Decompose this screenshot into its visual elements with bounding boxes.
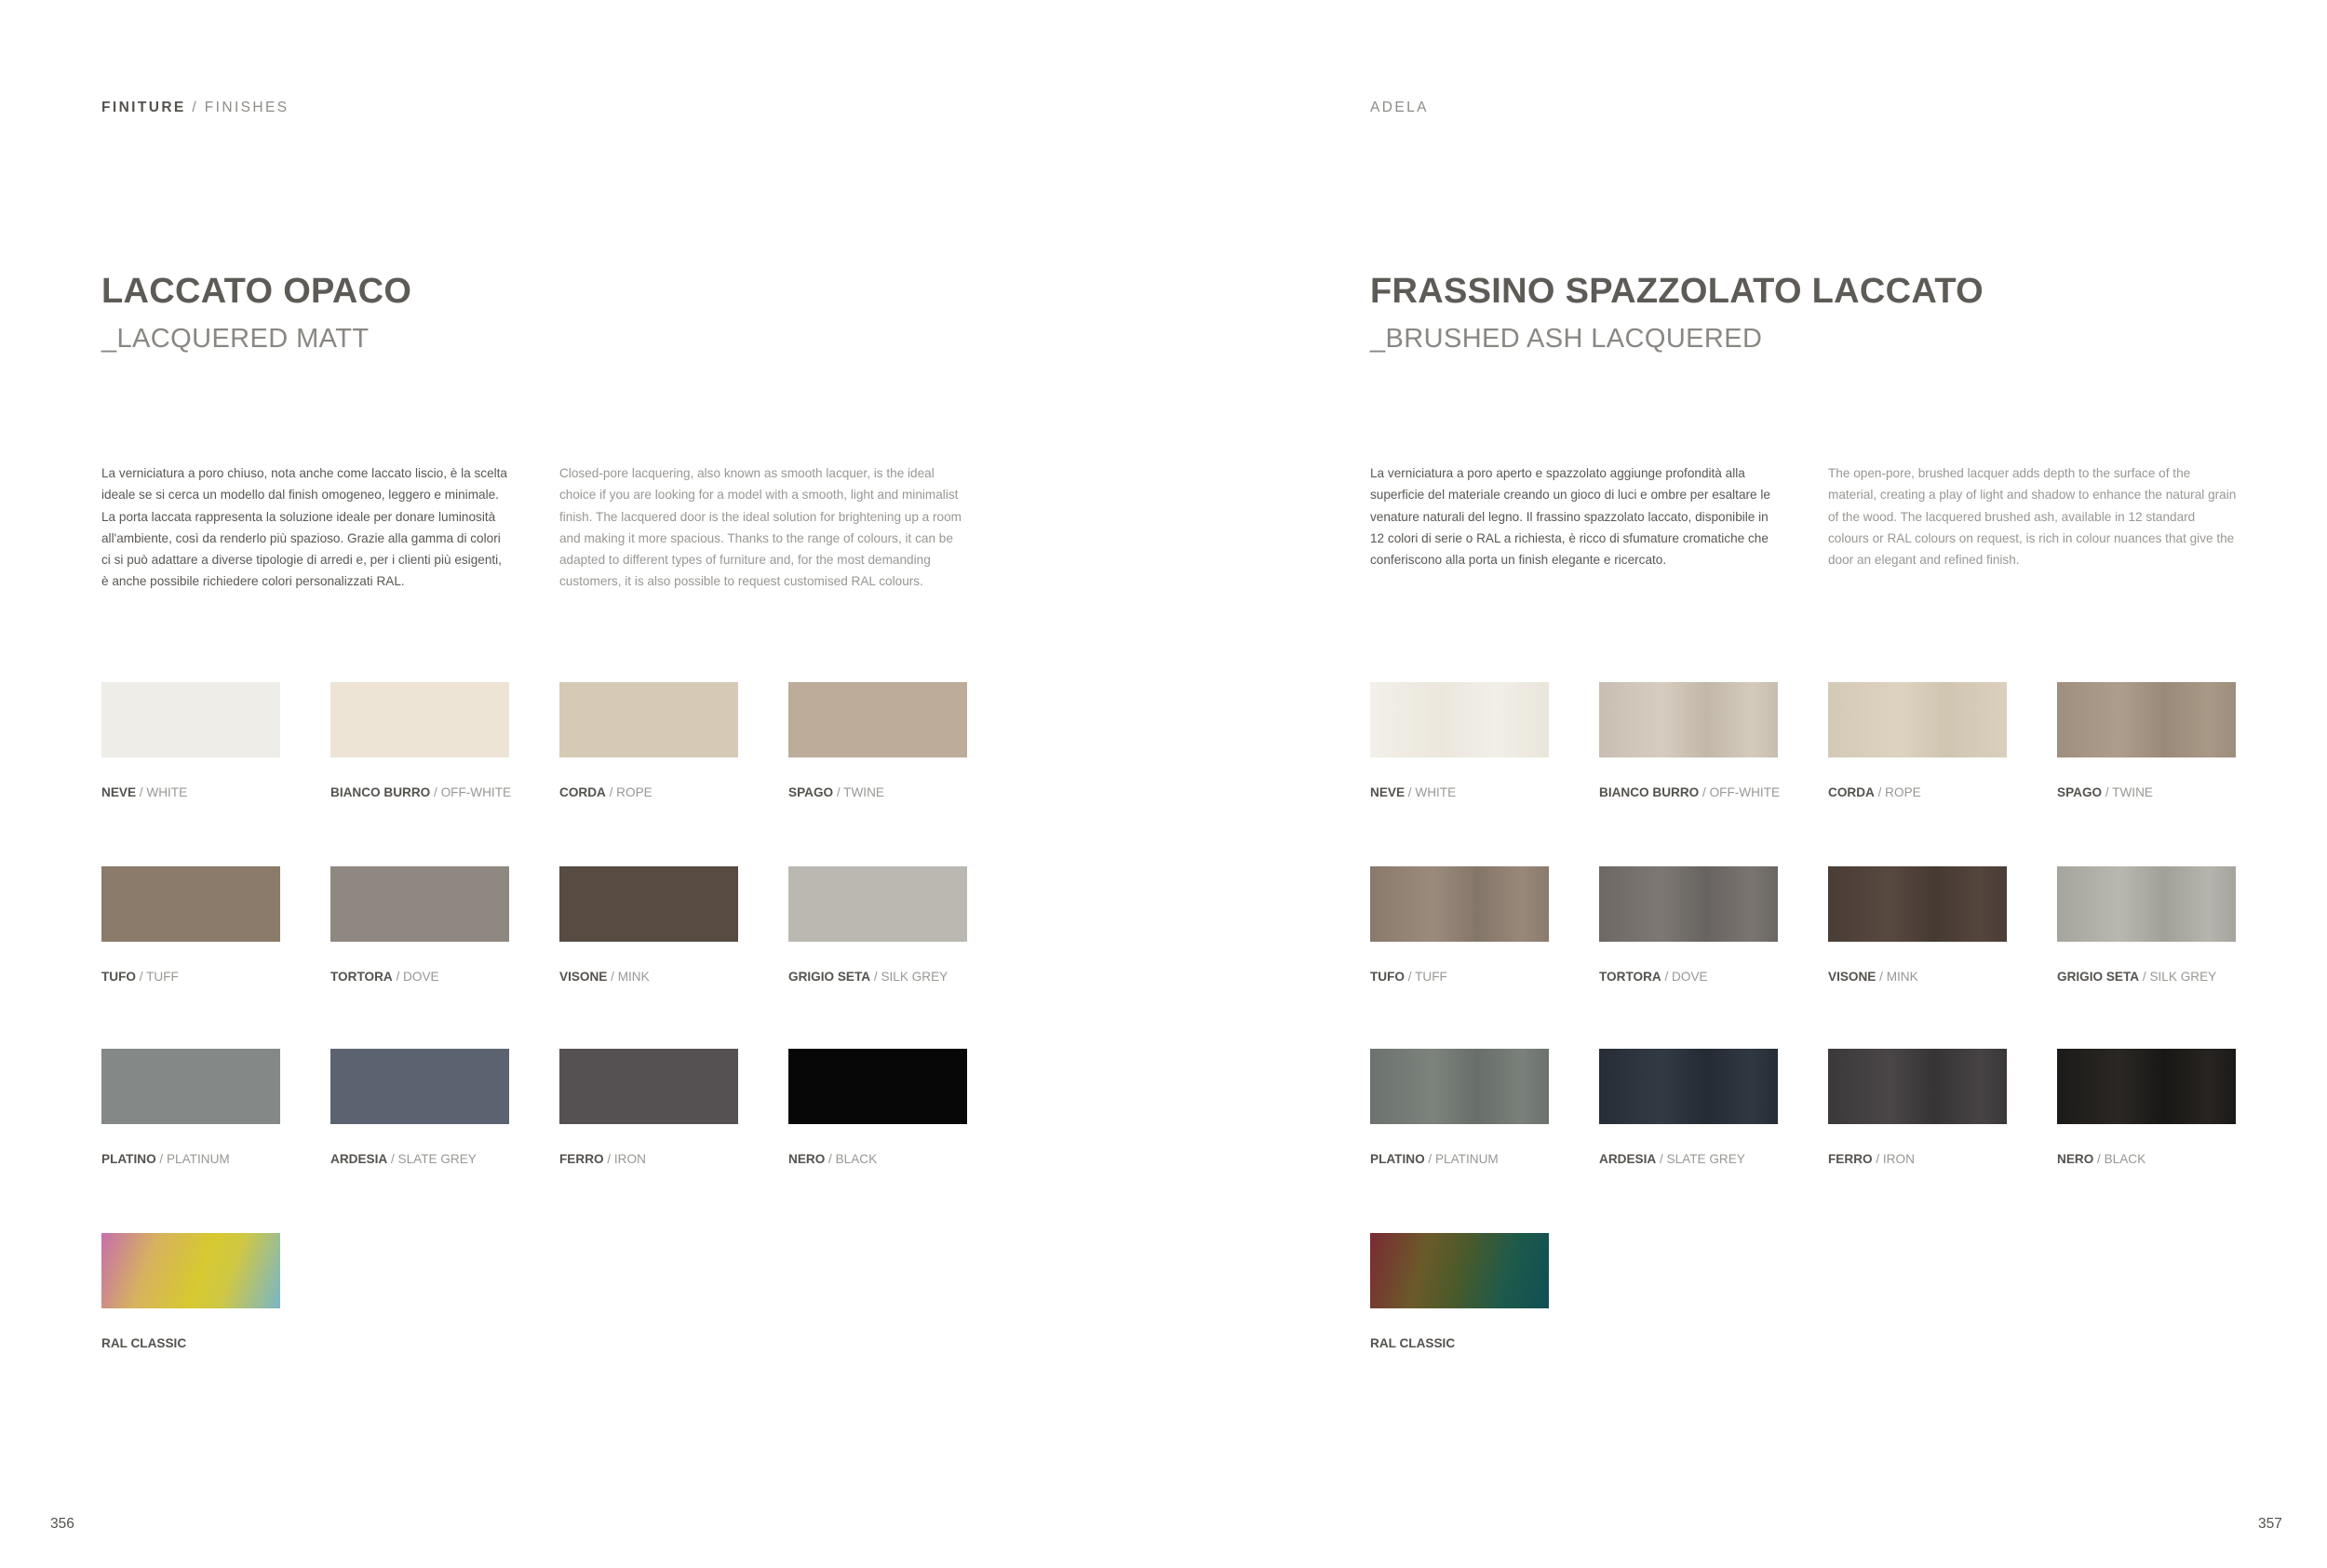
swatch-name: TUFO (1370, 970, 1405, 984)
swatch-label (330, 785, 511, 799)
swatch-item (788, 1049, 967, 1166)
color-swatch (330, 1049, 509, 1124)
color-swatch (1828, 866, 2007, 942)
swatch-label (330, 970, 439, 984)
section-header (101, 100, 289, 116)
finish-subtitle: _BRUSHED ASH LACQUERED (1370, 324, 1763, 354)
swatch-item (1370, 1049, 1549, 1166)
finish-subtitle: _LACQUERED MATT (101, 324, 370, 354)
color-swatch (1828, 1049, 2007, 1124)
swatch-name: ARDESIA (1599, 1152, 1657, 1166)
swatch-label (559, 970, 650, 984)
swatch-label (1828, 785, 1921, 799)
color-swatch (559, 1049, 738, 1124)
swatch-item (330, 682, 512, 799)
page-number: 356 (50, 1516, 74, 1532)
swatch-name: TUFO (101, 970, 136, 984)
swatch-label (101, 785, 187, 799)
swatch-label (2057, 1152, 2145, 1166)
swatch-item (1370, 866, 1549, 984)
color-swatch (101, 682, 280, 757)
swatch-name-english: / MINK (607, 970, 650, 984)
swatch-label (2057, 970, 2216, 984)
color-swatch (788, 682, 967, 757)
swatch-item (788, 682, 967, 799)
swatch-item (788, 866, 967, 984)
header-primary: FINITURE (101, 100, 186, 115)
swatch-item (559, 682, 738, 799)
color-swatch (1599, 866, 1778, 942)
swatch-name-english: / IRON (1872, 1152, 1915, 1166)
swatch-name: VISONE (1828, 970, 1876, 984)
swatch-label (330, 1152, 477, 1166)
swatch-label (1599, 970, 1708, 984)
swatch-label (101, 970, 179, 984)
swatch-name-english: / TUFF (136, 970, 179, 984)
color-swatch (101, 1233, 280, 1308)
swatch-label (1370, 1336, 1455, 1350)
swatch-item (2057, 866, 2236, 984)
description-italian: La verniciatura a poro aperto e spazzolato aggiunge profondità alla superficie del materiale creando un gioco di luci e ombre per esaltare le venature naturali del legno. Il frassino spazzolato laccato, disponibile in 12 colori di serie o RAL a richiesta, è ricco di sfumature cromatiche che conferiscono alla porta un finish elegante e ricercato. (1370, 466, 1770, 568)
swatch-name-english: / DOVE (1661, 970, 1708, 984)
swatch-name: FERRO (1828, 1152, 1873, 1166)
color-swatch (788, 1049, 967, 1124)
swatch-name: RAL CLASSIC (101, 1336, 187, 1350)
swatch-name: PLATINO (101, 1152, 156, 1166)
page-number: 357 (2258, 1516, 2282, 1532)
swatch-item (1599, 1049, 1778, 1166)
color-swatch (1370, 866, 1549, 942)
description-english: The open-pore, brushed lacquer adds depth to the surface of the material, creating a play of light and shadow to enhance the natural grain of the wood. The lacquered brushed ash, available in 12 standard colours or RAL colours on request, is rich in colour nuances that give the door an elegant and refined finish. (1828, 466, 2237, 568)
swatch-name-english: / ROPE (1874, 785, 1921, 799)
swatch-name: CORDA (559, 785, 606, 799)
color-swatch (559, 682, 738, 757)
swatch-item (330, 866, 509, 984)
header-secondary: ADELA (1370, 100, 1429, 115)
swatch-name: GRIGIO SETA (788, 970, 871, 984)
swatch-label (788, 1152, 877, 1166)
swatch-label (788, 785, 884, 799)
swatch-item (1828, 866, 2007, 984)
swatch-name: FERRO (559, 1152, 604, 1166)
swatch-item (101, 1233, 280, 1350)
section-header (1370, 100, 1429, 116)
color-swatch (1370, 1233, 1549, 1308)
swatch-name: NEVE (101, 785, 137, 799)
color-swatch (1370, 682, 1549, 757)
swatch-item (2057, 682, 2236, 799)
swatch-name-english: / IRON (603, 1152, 646, 1166)
swatch-name-english: / SILK GREY (870, 970, 948, 984)
swatch-name-english: / BLACK (825, 1152, 878, 1166)
swatch-label (1828, 970, 1918, 984)
swatch-item (1828, 1049, 2007, 1166)
swatch-name-english: / TWINE (833, 785, 884, 799)
swatch-name: RAL CLASSIC (1370, 1336, 1456, 1350)
swatch-item (330, 1049, 509, 1166)
swatch-label (1828, 1152, 1915, 1166)
swatch-name: VISONE (559, 970, 608, 984)
swatch-name-english: / WHITE (1405, 785, 1457, 799)
right-page (1164, 0, 2327, 1568)
swatch-label (1370, 970, 1447, 984)
swatch-name-english: / TUFF (1405, 970, 1447, 984)
swatch-item (559, 866, 738, 984)
color-swatch (2057, 682, 2236, 757)
color-swatch (1370, 1049, 1549, 1124)
swatch-name-english: / SLATE GREY (387, 1152, 477, 1166)
swatch-item (101, 866, 280, 984)
swatch-name-english: / WHITE (136, 785, 188, 799)
swatch-item (1599, 682, 1781, 799)
swatch-name: NERO (2057, 1152, 2094, 1166)
color-swatch (1599, 1049, 1778, 1124)
swatch-item (1370, 682, 1549, 799)
swatch-label (1370, 785, 1456, 799)
swatch-item (101, 682, 280, 799)
swatch-name: NERO (788, 1152, 826, 1166)
swatch-name: BIANCO BURRO (1599, 785, 1700, 799)
swatch-name-english: / BLACK (2093, 1152, 2146, 1166)
color-swatch (2057, 866, 2236, 942)
swatch-name: NEVE (1370, 785, 1406, 799)
swatch-label (101, 1152, 230, 1166)
color-swatch (101, 1049, 280, 1124)
color-swatch (788, 866, 967, 942)
description-english: Closed-pore lacquering, also known as smooth lacquer, is the ideal choice if you are looking for a model with a smooth, light and minimalist finish. The lacquered door is the ideal solution for brightening up a room and making it more spacious. Thanks to the range of colours, it can be adapted to different types of furniture and, for the most demanding customers, it is also possible to request customised RAL colours. (559, 466, 962, 589)
swatch-label (788, 970, 948, 984)
swatch-name: ARDESIA (330, 1152, 388, 1166)
swatch-label (1599, 785, 1780, 799)
color-swatch (559, 866, 738, 942)
swatch-name-english: / PLATINUM (1424, 1152, 1499, 1166)
swatch-name: SPAGO (788, 785, 834, 799)
swatch-name-english: / DOVE (392, 970, 439, 984)
swatch-name: PLATINO (1370, 1152, 1425, 1166)
header-secondary: / FINISHES (185, 100, 289, 115)
swatch-name: BIANCO BURRO (330, 785, 431, 799)
swatch-name: SPAGO (2057, 785, 2103, 799)
swatch-item (1370, 1233, 1549, 1350)
description-italian: La verniciatura a poro chiuso, nota anche come laccato liscio, è la scelta ideale se si cerca un modello dal finish omogeneo, leggero e minimale. La porta laccata rappresenta la soluzione ideale per donare luminosità all'ambiente, così da renderlo più spazioso. Grazie alla gamma di colori ci si può adattare a diverse tipologie di arredi e, per i clienti più esigenti, è anche possibile richiedere colori personalizzati RAL. (101, 466, 507, 589)
swatch-item (2057, 1049, 2236, 1166)
swatch-label (559, 785, 652, 799)
swatch-name: TORTORA (330, 970, 393, 984)
color-swatch (1828, 682, 2007, 757)
finish-title: FRASSINO SPAZZOLATO LACCATO (1370, 272, 1984, 311)
color-swatch (1599, 682, 1778, 757)
swatch-name-english: / PLATINUM (155, 1152, 230, 1166)
swatch-label (2057, 785, 2153, 799)
swatch-label (559, 1152, 646, 1166)
swatch-name: CORDA (1828, 785, 1875, 799)
swatch-name-english: / MINK (1876, 970, 1918, 984)
swatch-name-english: / OFF-WHITE (1699, 785, 1781, 799)
swatch-item (559, 1049, 738, 1166)
swatch-name-english: / SLATE GREY (1656, 1152, 1745, 1166)
swatch-name: TORTORA (1599, 970, 1661, 984)
swatch-name-english: / TWINE (2102, 785, 2153, 799)
swatch-name-english: / ROPE (605, 785, 652, 799)
swatch-name-english: / OFF-WHITE (430, 785, 512, 799)
swatch-label (1370, 1152, 1499, 1166)
swatch-item (1828, 682, 2007, 799)
swatch-label (101, 1336, 186, 1350)
swatch-name: GRIGIO SETA (2057, 970, 2140, 984)
color-swatch (2057, 1049, 2236, 1124)
swatch-item (1599, 866, 1778, 984)
color-swatch (330, 866, 509, 942)
swatch-name-english: / SILK GREY (2139, 970, 2217, 984)
color-swatch (101, 866, 280, 942)
color-swatch (330, 682, 509, 757)
swatch-item (101, 1049, 280, 1166)
swatch-label (1599, 1152, 1745, 1166)
finish-title: LACCATO OPACO (101, 272, 412, 311)
